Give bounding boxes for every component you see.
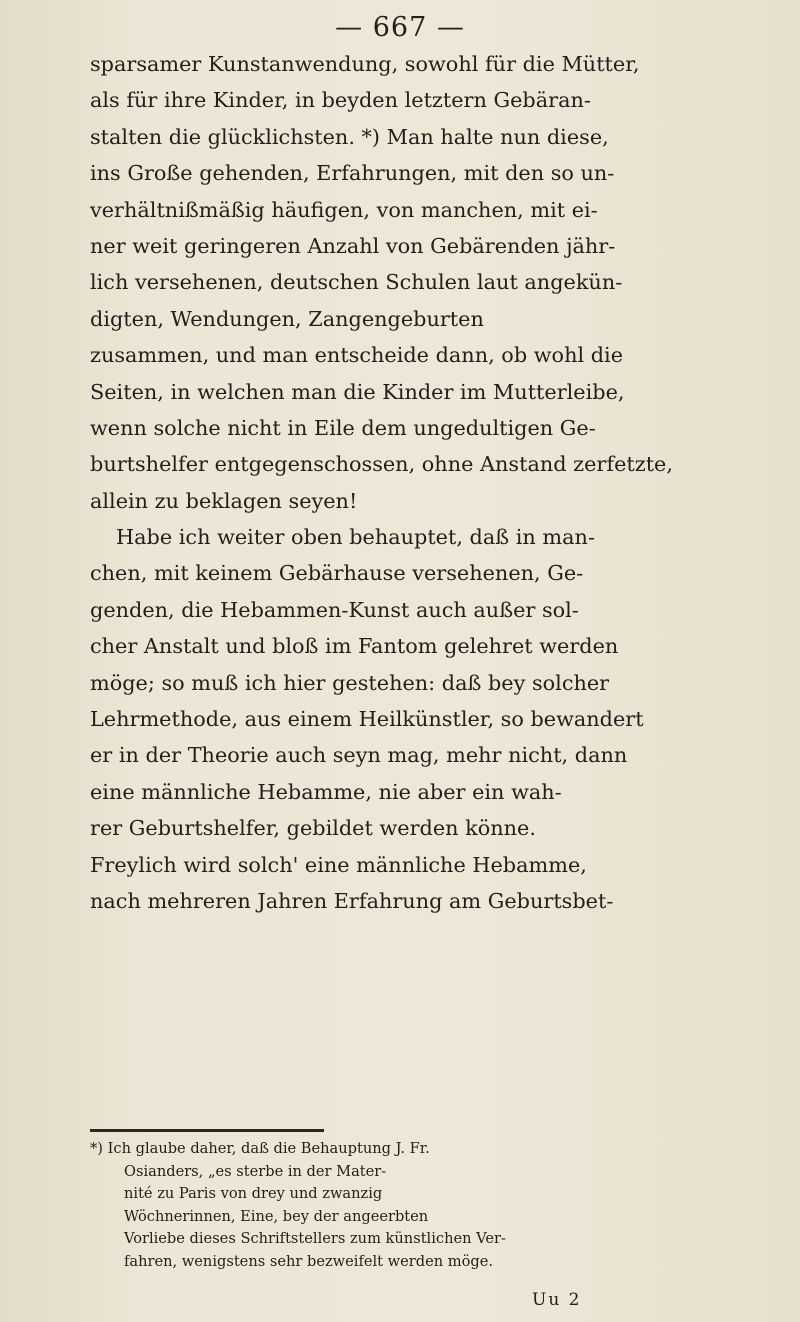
text-line: cher Anstalt und bloß im Fantom gelehret werden [90,634,619,659]
text-line: ner weit geringeren Anzahl von Gebärenden jähr- [90,233,616,258]
text-line: genden, die Hebammen-Kunst auch außer sol- [90,597,579,622]
footnote-divider [90,1129,324,1132]
page-number: — 667 — [335,12,465,43]
footnote-line: *) Ich glaube daher, daß die Behauptung J. Fr. [90,1140,430,1157]
text-line: Lehrmethode, aus einem Heilkünstler, so bewandert [90,707,644,732]
body-text [90,46,730,919]
text-line: eine männliche Hebamme, nie aber ein wah- [90,779,562,804]
text-line: verhältnißmäßig häufigen, von manchen, mit ei- [90,197,598,222]
footnote-line: nité zu Paris von drey und zwanzig [124,1185,383,1203]
text-line: Habe ich weiter oben behauptet, daß in man- [116,525,595,550]
text-line: lich versehenen, deutschen Schulen laut angekün- [90,270,623,295]
text-line: chen, mit keinem Gebärhause versehenen, Ge- [90,561,584,586]
text-line: zusammen, und man entscheide dann, ob wohl die [90,343,624,368]
text-line: nach mehreren Jahren Erfahrung am Geburtsbet- [90,888,614,913]
text-line: er in der Theorie auch seyn mag, mehr nicht, dann [90,743,628,768]
footnote-line: Vorliebe dieses Schriftstellers zum künstlichen Ver- [124,1230,506,1248]
text-line: möge; so muß ich hier gestehen: daß bey solcher [90,670,610,695]
footnote-line: fahren, wenigstens sehr bezweifelt werden möge. [124,1252,494,1270]
text-line: ins Große gehenden, Erfahrungen, mit den so un- [90,161,615,186]
text-line: als für ihre Kinder, in beyden letztern Gebäran- [90,88,591,113]
text-line: allein zu beklagen seyen! [90,488,358,513]
signature-mark: Uu 2 [532,1290,582,1310]
footnote-line: Osianders, „es sterbe in der Mater- [124,1162,387,1180]
text-line: rer Geburtshelfer, gebildet werden könne. [90,816,536,841]
footnote-line: Wöchnerinnen, Eine, bey der angeerbten [124,1207,429,1225]
text-line: wenn solche nicht in Eile dem ungedultigen Ge- [90,415,596,440]
text-line: Seiten, in welchen man die Kinder im Mutterleibe, [90,379,625,404]
text-line: sparsamer Kunstanwendung, sowohl für die Mütter, [90,52,640,76]
text-line: Freylich wird solch' eine männliche Hebamme, [90,852,587,877]
text-line: stalten die glücklichsten. *) Man halte nun diese, [90,124,609,149]
text-line: digten, Wendungen, Zangengeburten [90,306,484,331]
text-line: burtshelfer entgegenschossen, ohne Anstand zerfetzte, [90,452,673,477]
footnote [90,1138,730,1274]
